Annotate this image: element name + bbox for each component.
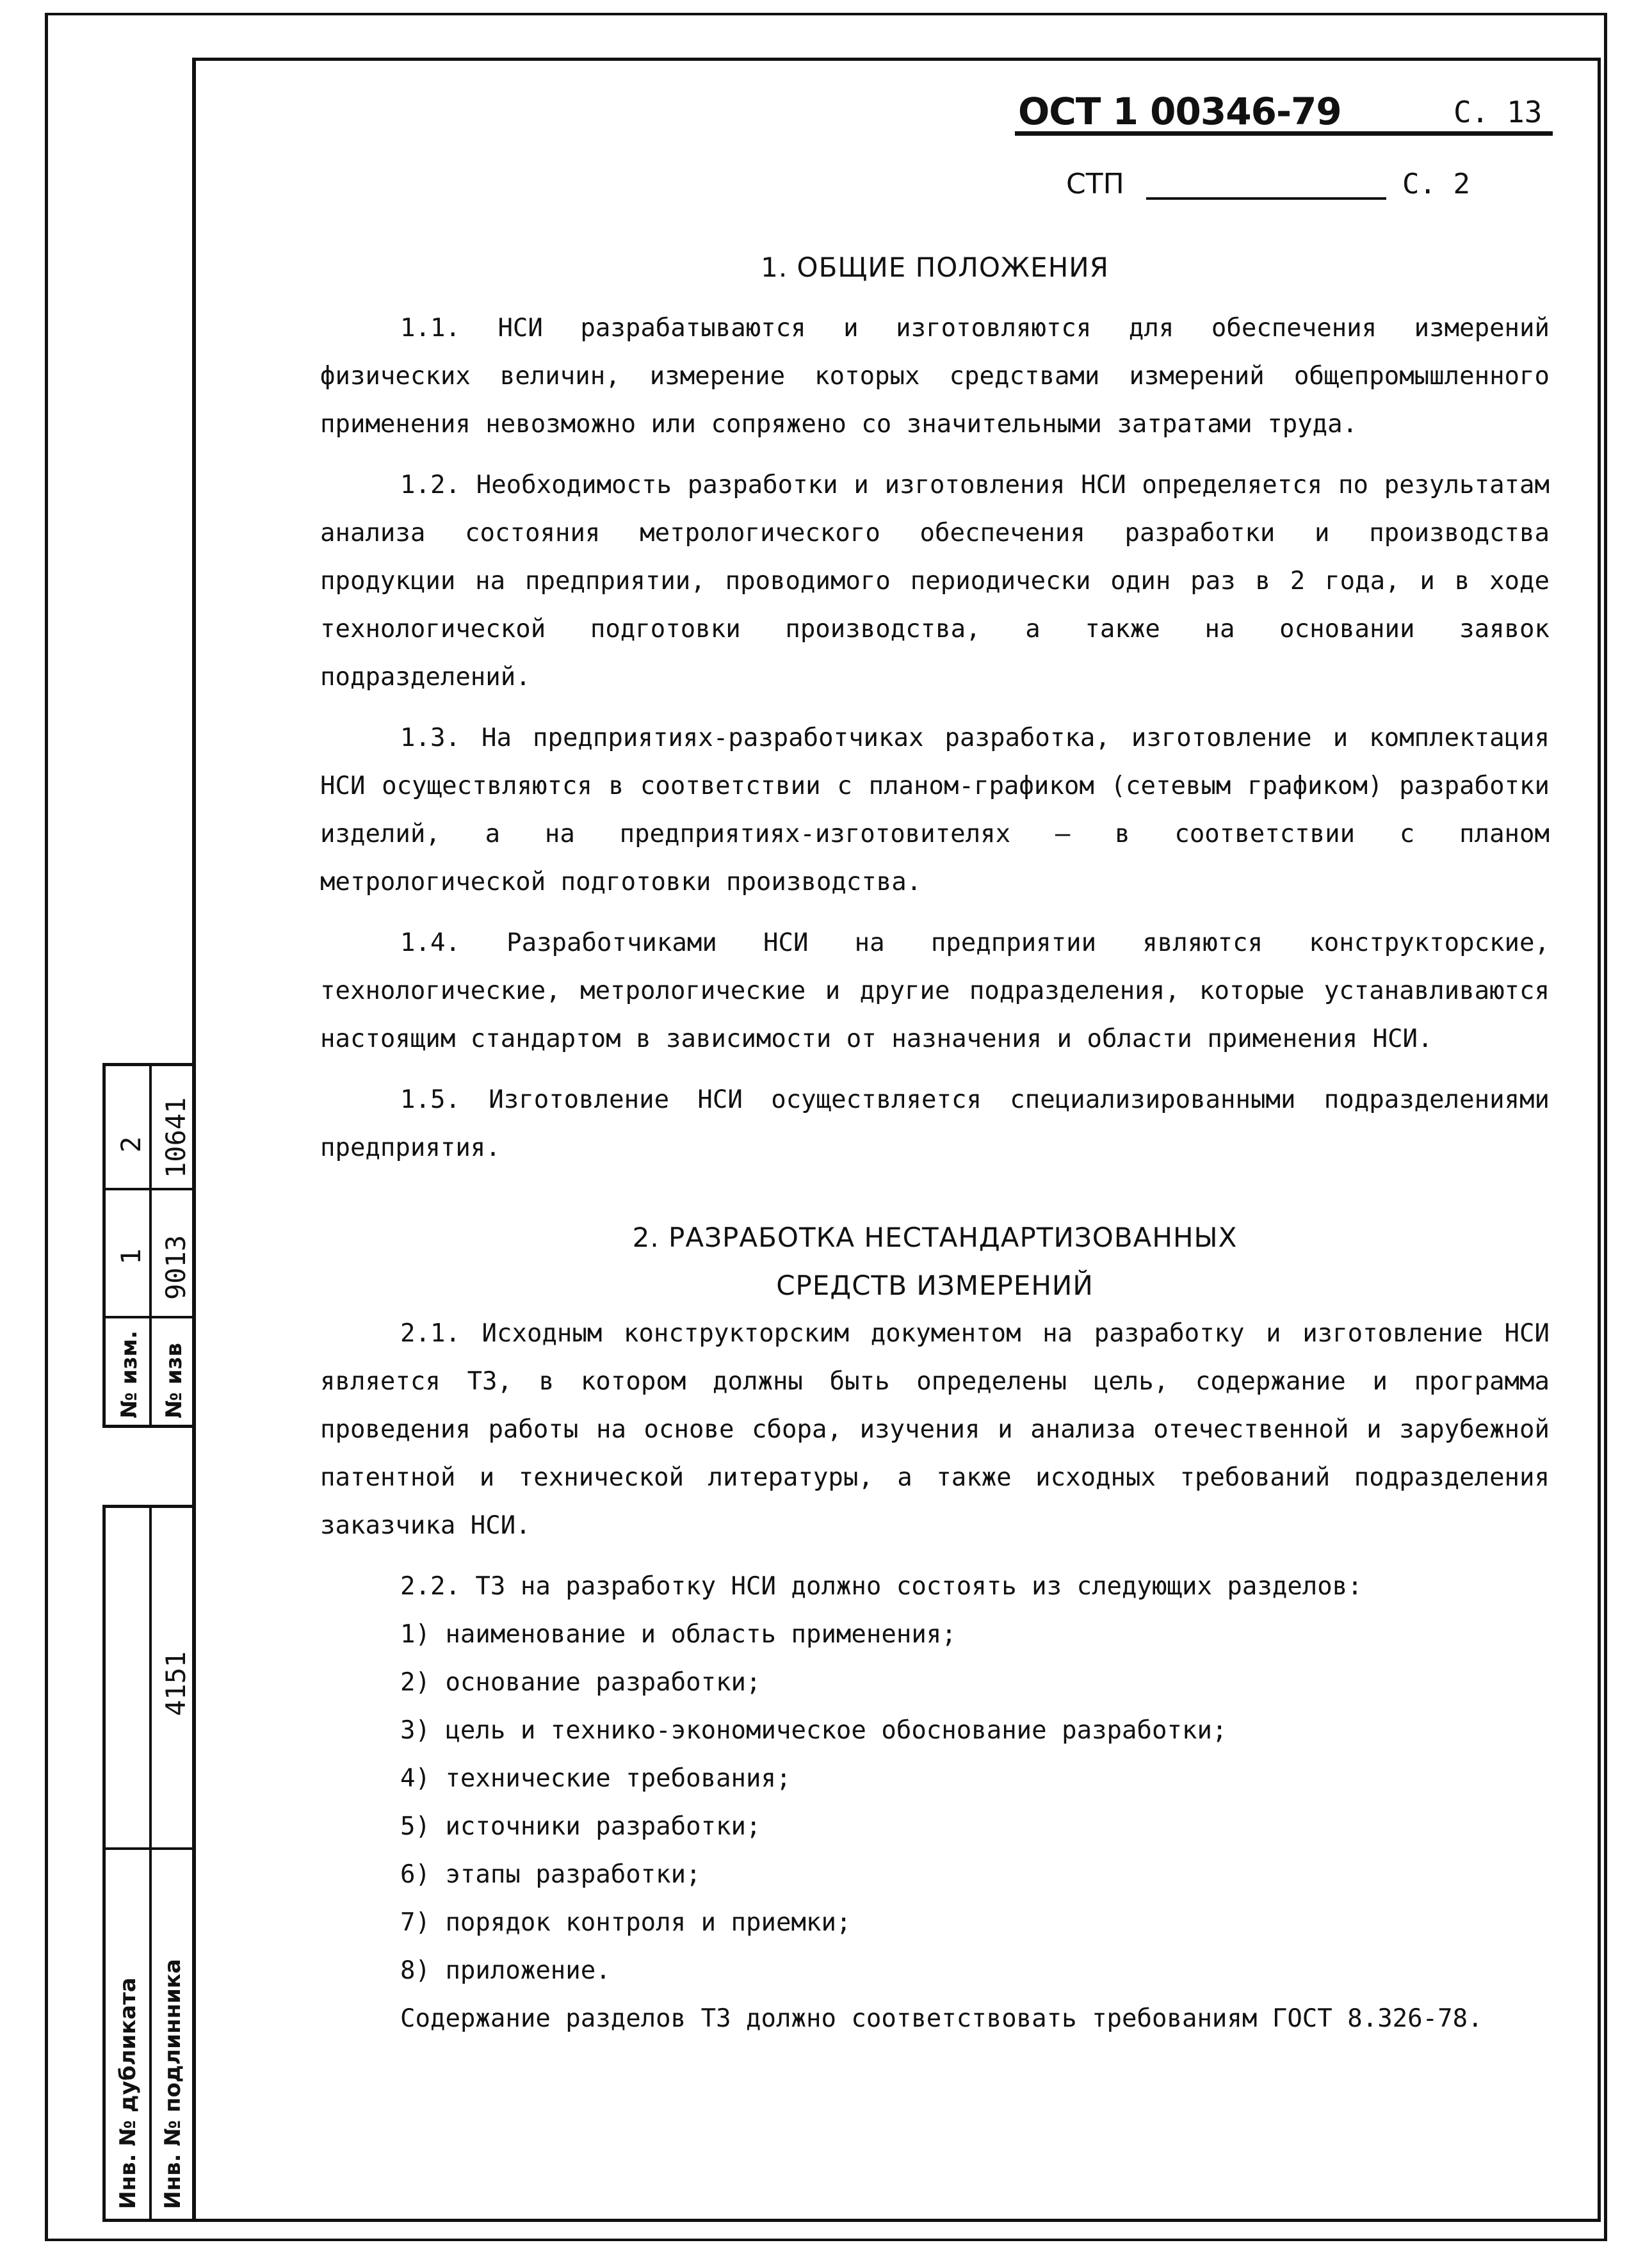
notice-label: № изв [161,1343,187,1418]
list-item: 6) этапы разработки; [400,1860,701,1889]
paragraph-2-2: 2.2. ТЗ на разработку НСИ должно состоять из следующих разделов: [400,1572,1363,1601]
paragraph-1-4: 1.4. Разработчиками НСИ на предприятии являются конструкторские, технологические, метрологические и другие подразделения, которые устанавливаются настоящим стандартом в зависимости от назначения и области применения НСИ. [320,928,1550,1053]
notice-number-2: 10641 [160,1097,191,1178]
list-item: 8) приложение. [400,1956,611,1985]
document-code: ОСТ 1 00346-79 [1018,90,1341,133]
stp-label: СТП [1066,168,1124,200]
inv-original-value: 4151 [160,1651,191,1716]
change-number-1: 1 [115,1248,147,1265]
changes-label: № изм. [117,1330,142,1418]
list-item: 4) технические требования; [400,1764,791,1793]
list-item: 3) цель и технико-экономическое обоснование разработки; [400,1716,1227,1745]
list-item: 5) источники разработки; [400,1812,761,1841]
list-item: 2) основание разработки; [400,1668,761,1697]
section-2-title-line-1: 2. РАЗРАБОТКА НЕСТАНДАРТИЗОВАННЫХ [632,1222,1238,1253]
header-underline [1015,131,1553,136]
paragraph-1-5: 1.5. Изготовление НСИ осуществляется специализированными подразделениями предприятия. [320,1085,1550,1162]
list-item: 7) порядок контроля и приемки; [400,1908,852,1937]
list-item: 1) наименование и область применения; [400,1620,957,1649]
inv-original-label: Инв. № подлинника [160,1959,186,2209]
paragraph-1-3: 1.3. На предприятиях-разработчиках разработка, изготовление и комплектация НСИ осуществляются в соответствии с планом-графиком (сетевым графиком) разработки изделий, а на предприятиях-изготовителях – в соответствии с планом метрологической подготовки производства. [320,724,1550,896]
section-1-title: 1. ОБЩИЕ ПОЛОЖЕНИЯ [761,252,1109,283]
notice-number-1: 9013 [160,1235,191,1300]
paragraph-2-1: 2.1. Исходным конструкторским документом на разработку и изготовление НСИ является ТЗ, в котором должны быть определены цель, содержание и программа проведения работы на основе сбора, изучения и анализа отечественной и зарубежной патентной и технической литературы, а также исходных требований подразделения заказчика НСИ. [320,1319,1550,1540]
document-body [320,243,1550,2055]
paragraph-1-1: 1.1. НСИ разрабатываются и изготовляются для обеспечения измерений физических величин, измерение которых средствами измерений общепромышленного применения невозможно или сопряжено со значительными затратами труда. [320,314,1550,439]
stp-page-number: С. 2 [1402,168,1470,200]
change-number-2: 2 [115,1136,147,1153]
inv-duplicate-label: Инв. № дубликата [115,1977,141,2209]
paragraph-1-2: 1.2. Необходимость разработки и изготовления НСИ определяется по результатам анализа состояния метрологического обеспечения разработки и производства продукции на предприятии, проводимого периодически один раз в 2 года, и в ходе технологической подготовки производства, а также на основании заявок подразделений. [320,471,1550,692]
closing-paragraph: Содержание разделов ТЗ должно соответствовать требованиям ГОСТ 8.326-78. [400,2004,1483,2033]
stp-blank-line [1146,197,1386,200]
page-number: С. 13 [1454,95,1543,129]
section-2-title-line-2: СРЕДСТВ ИЗМЕРЕНИЙ [776,1270,1094,1301]
